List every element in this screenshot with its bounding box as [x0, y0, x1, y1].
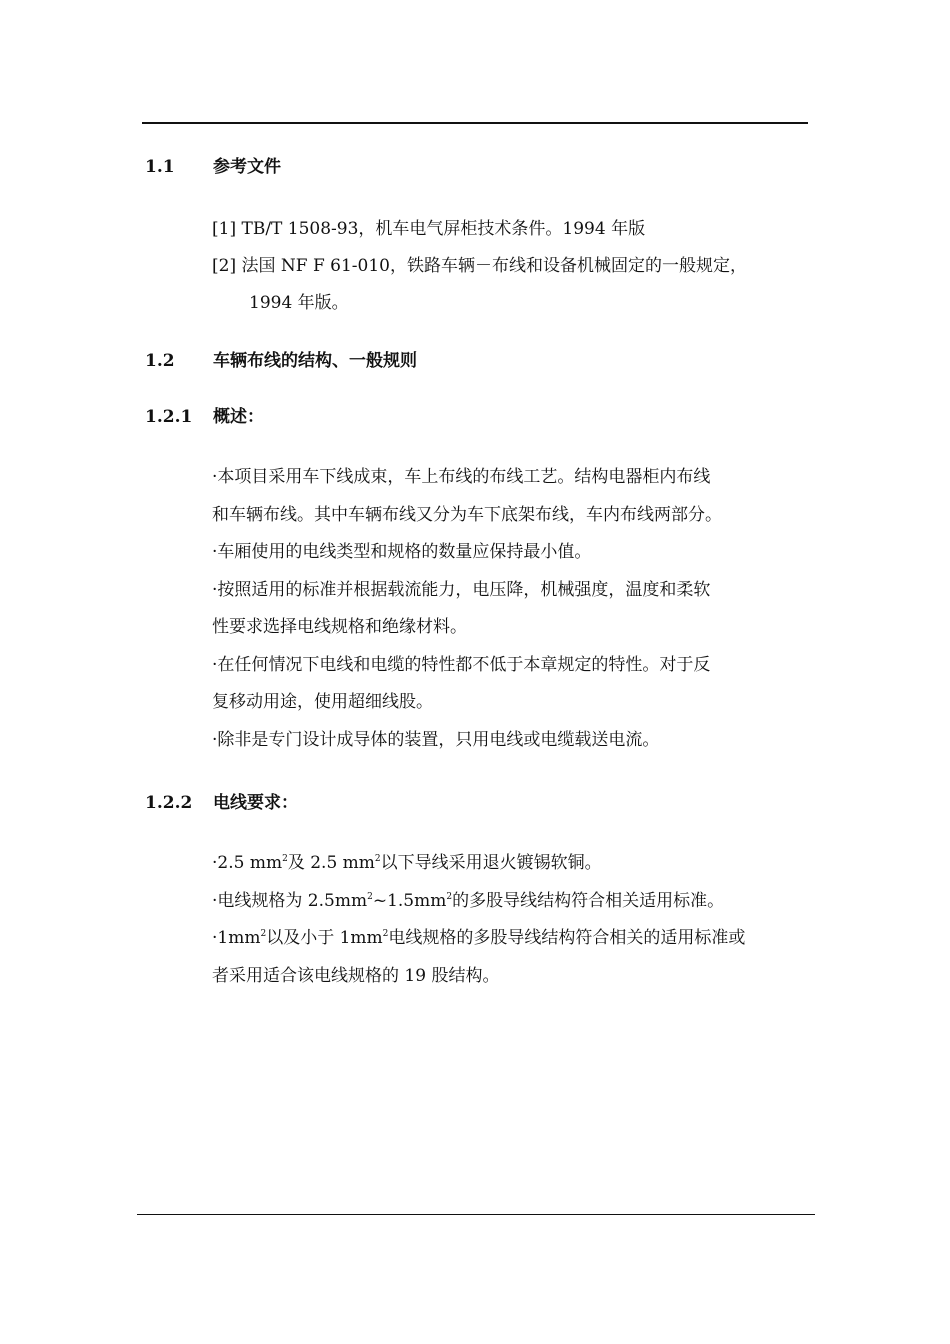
body-line: ·除非是专门设计成导体的装置，只用电线或电缆载送电流。: [212, 729, 660, 750]
section-number: 1.2: [145, 351, 175, 371]
body-line: 复移动用途，使用超细线股。: [212, 692, 433, 712]
text-run: ·1mm: [212, 928, 261, 948]
body-line: ·在任何情况下电线和电缆的特性都不低于本章规定的特性。对于反: [212, 654, 711, 675]
reference-item: [2] 法国 NF F 61-010，铁路车辆－布线和设备机械固定的一般规定，: [212, 256, 747, 276]
overview-paragraphs: [212, 459, 812, 759]
section-number: 1.2.2: [145, 793, 193, 813]
text-run: ~1.5mm: [372, 890, 447, 911]
section-title: 车辆布线的结构、一般规则: [213, 351, 417, 371]
body-line: [212, 845, 812, 883]
superscript: 2: [382, 929, 389, 939]
header-rule: [142, 122, 808, 124]
section-number: 1.1: [145, 157, 175, 177]
wire-requirements: [212, 845, 812, 995]
text-run: 以及小于 1mm: [266, 928, 383, 948]
footer-rule: [137, 1214, 815, 1215]
reference-item-continuation: 1994 年版。: [249, 293, 349, 313]
text-run: 电线规格的多股导线结构符合相关的适用标准或: [388, 928, 746, 948]
superscript: 2: [374, 854, 381, 864]
section-title: 参考文件: [213, 157, 281, 177]
text-run: 以下导线采用退火镀锡软铜。: [380, 853, 602, 873]
body-line: ·车厢使用的电线类型和规格的数量应保持最小值。: [212, 542, 592, 562]
body-line: 性要求选择电线规格和绝缘材料。: [212, 617, 467, 637]
superscript: 2: [260, 929, 267, 939]
section-number: 1.2.1: [145, 407, 193, 427]
text-run: 及 2.5 mm: [287, 853, 375, 873]
section-title: 电线要求：: [213, 793, 298, 813]
superscript: 2: [367, 891, 373, 902]
body-line: [212, 883, 812, 921]
superscript: 2: [282, 854, 288, 864]
text-run: ·电线规格为 2.5mm: [212, 890, 368, 911]
section-title: 概述：: [213, 407, 264, 427]
body-line: [212, 920, 812, 958]
text-run: ·2.5 mm: [212, 853, 283, 873]
reference-list: [212, 211, 812, 322]
body-line: ·本项目采用车下线成束，车上布线的布线工艺。结构电器柜内布线: [212, 467, 711, 487]
text-run: 的多股导线结构符合相关适用标准。: [452, 890, 725, 911]
body-line: 和车辆布线。其中车辆布线又分为车下底架布线，车内布线两部分。: [212, 504, 722, 525]
body-line: ·按照适用的标准并根据载流能力，电压降，机械强度，温度和柔软: [212, 579, 711, 600]
superscript: 2: [446, 891, 453, 902]
reference-item: [1] TB/T 1508-93，机车电气屏柜技术条件。1994 年版: [212, 219, 646, 239]
body-line: 者采用适合该电线规格的 19 股结构。: [212, 965, 500, 986]
